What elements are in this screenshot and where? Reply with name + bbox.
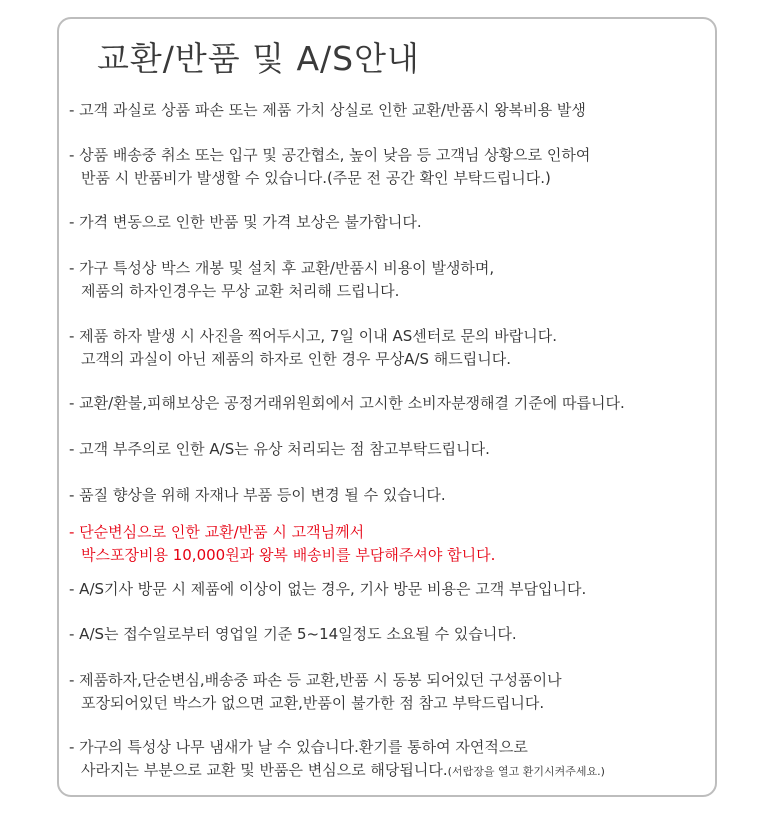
notice-line: - 제품하자,단순변심,배송중 파손 등 교환,반품 시 동봉 되어있던 구성품이나 <box>69 671 562 689</box>
notice-line-continued: 박스포장비용 10,000원과 왕복 배송비를 부담해주셔야 합니다. <box>81 546 496 564</box>
notice-line: - 고객 과실로 상품 파손 또는 제품 가치 상실로 인한 교환/반품시 왕복비용 발생 <box>69 101 586 119</box>
notice-item-7 <box>69 438 490 461</box>
notice-line: - 고객 부주의로 인한 A/S는 유상 처리되는 점 참고부탁드립니다. <box>69 440 490 458</box>
notice-item-5 <box>69 325 557 371</box>
page-title: 교환/반품 및 A/S안내 <box>97 39 420 78</box>
notice-line-text: 사라지는 부분으로 교환 및 반품은 변심으로 해당됩니다. <box>81 761 448 779</box>
notice-item-13 <box>69 736 605 783</box>
notice-item-1 <box>69 99 586 122</box>
notice-item-12 <box>69 669 562 715</box>
notice-line: - 제품 하자 발생 시 사진을 찍어두시고, 7일 이내 AS센터로 문의 바랍니다. <box>69 327 557 345</box>
notice-item-8 <box>69 484 446 507</box>
notice-item-2 <box>69 144 590 190</box>
notice-line: - A/S는 접수일로부터 영업일 기준 5~14일정도 소요될 수 있습니다. <box>69 625 517 643</box>
notice-line: - 상품 배송중 취소 또는 입구 및 공간협소, 높이 낮음 등 고객님 상황으로 인하여 <box>69 146 591 164</box>
notice-item-6 <box>69 392 625 415</box>
notice-line: - 가구 특성상 박스 개봉 및 설치 후 교환/반품시 비용이 발생하며, <box>69 259 495 277</box>
notice-item-11 <box>69 623 517 646</box>
notice-line: - 교환/환불,피해보상은 공정거래위원회에서 고시한 소비자분쟁해결 기준에 따릅니다. <box>69 394 625 412</box>
notice-box <box>57 17 717 797</box>
notice-item-3 <box>69 211 422 234</box>
notice-line: - A/S기사 방문 시 제품에 이상이 없는 경우, 기사 방문 비용은 고객 부담입니다. <box>69 580 587 598</box>
notice-line-continued <box>69 759 605 783</box>
notice-line-continued: 고객의 과실이 아닌 제품의 하자로 인한 경우 무상A/S 해드립니다. <box>81 350 512 368</box>
notice-line-continued: 제품의 하자인경우는 무상 교환 처리해 드립니다. <box>81 282 400 300</box>
notice-line-continued: 포장되어있던 박스가 없으면 교환,반품이 불가한 점 참고 부탁드립니다. <box>81 694 545 712</box>
notice-line: - 단순변심으로 인한 교환/반품 시 고객님께서 <box>69 523 365 541</box>
notice-line: - 가구의 특성상 나무 냄새가 날 수 있습니다.환기를 통하여 자연적으로 <box>69 738 528 756</box>
notice-item-9-highlight <box>69 521 495 567</box>
notice-small-note: (서랍장을 열고 환기시켜주세요.) <box>447 765 605 778</box>
notice-line: - 품질 향상을 위해 자재나 부품 등이 변경 될 수 있습니다. <box>69 486 446 504</box>
notice-item-10 <box>69 578 586 601</box>
notice-line-continued: 반품 시 반품비가 발생할 수 있습니다.(주문 전 공간 확인 부탁드립니다.) <box>81 169 551 187</box>
notice-item-4 <box>69 257 494 303</box>
notice-line: - 가격 변동으로 인한 반품 및 가격 보상은 불가합니다. <box>69 213 422 231</box>
